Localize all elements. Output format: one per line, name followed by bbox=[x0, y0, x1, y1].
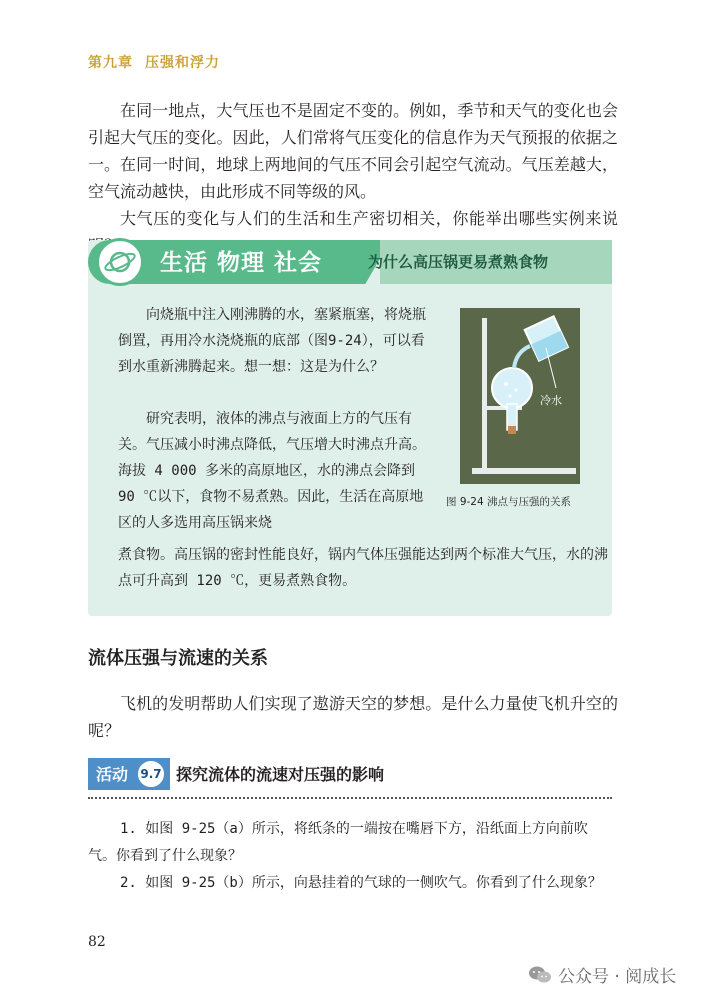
chapter-number: 第九章 bbox=[88, 55, 133, 71]
wechat-icon bbox=[528, 965, 552, 990]
activity-label: 活动 bbox=[96, 765, 129, 784]
activity-bar bbox=[88, 758, 612, 790]
watermark-text: 公众号 · 阅成长 bbox=[558, 967, 677, 987]
activity-item-1: 1. 如图 9-25（a）所示，将纸条的一端按在嘴唇下方，沿纸面上方向前吹气。你看到了什么现象？ bbox=[88, 821, 588, 864]
section-heading: 流体压强与流速的关系 bbox=[88, 648, 268, 669]
chapter-header bbox=[88, 52, 220, 72]
banner-title: 生活 物理 社会 bbox=[160, 250, 323, 276]
banner-subtitle: 为什么高压锅更易煮熟食物 bbox=[368, 253, 549, 271]
dotted-divider bbox=[88, 797, 612, 799]
section-paragraph: 飞机的发明帮助人们实现了遨游天空的梦想。是什么力量使飞机升空的呢？ bbox=[88, 694, 618, 740]
activity-item-2: 2. 如图 9-25（b）所示，向悬挂着的气球的一侧吹气。你看到了什么现象？ bbox=[120, 875, 602, 891]
feature-banner bbox=[88, 240, 612, 284]
feature-paragraph-2b: 煮食物。高压锅的密封性能良好，锅内气体压强能达到两个标准大气压，水的沸点可升高到 120 ℃，更易煮熟食物。 bbox=[118, 547, 608, 589]
intro-paragraph-1: 在同一地点，大气压也不是固定不变的。例如，季节和天气的变化也会引起大气压的变化。因此，人们常将气压变化的信息作为天气预报的依据之一。 bbox=[88, 101, 618, 174]
intro-paragraph-2: 在同一时间，地球上两地间的气压不同会引起空气流动。气压差越大，空气流动越快，由此形成不同等级的风。 bbox=[88, 155, 618, 201]
figure-caption: 图 9-24 沸点与压强的关系 bbox=[446, 496, 572, 508]
page-number: 82 bbox=[88, 934, 106, 950]
activity-title: 探究流体的流速对压强的影响 bbox=[176, 765, 385, 784]
cold-water-label: 冷水 bbox=[540, 394, 562, 407]
feature-paragraph-2a: 研究表明，液体的沸点与液面上方的气压有关。气压减小时沸点降低，气压增大时沸点升高。海拔 4 000 多米的高原地区，水的沸点会降到 90 ℃以下，食物不易煮熟。因此，生活在高原地区的人多选用高压锅来烧 bbox=[118, 411, 426, 531]
chapter-title: 压强和浮力 bbox=[145, 55, 220, 71]
planet-icon bbox=[96, 238, 144, 286]
watermark bbox=[528, 962, 676, 990]
activity-number-badge: 9.7 bbox=[136, 759, 166, 789]
boiling-flask-figure bbox=[460, 308, 580, 484]
intro-paragraph-3: 大气压的变化与人们的生活和生产密切相关，你能举出哪些实例来说 bbox=[120, 209, 618, 228]
feature-paragraph-1: 向烧瓶中注入刚沸腾的水，塞紧瓶塞，将烧瓶倒置，再用冷水浇烧瓶的底部（图9-24），可以看到水重新沸腾起来。想一想：这是为什么？ bbox=[118, 307, 426, 375]
